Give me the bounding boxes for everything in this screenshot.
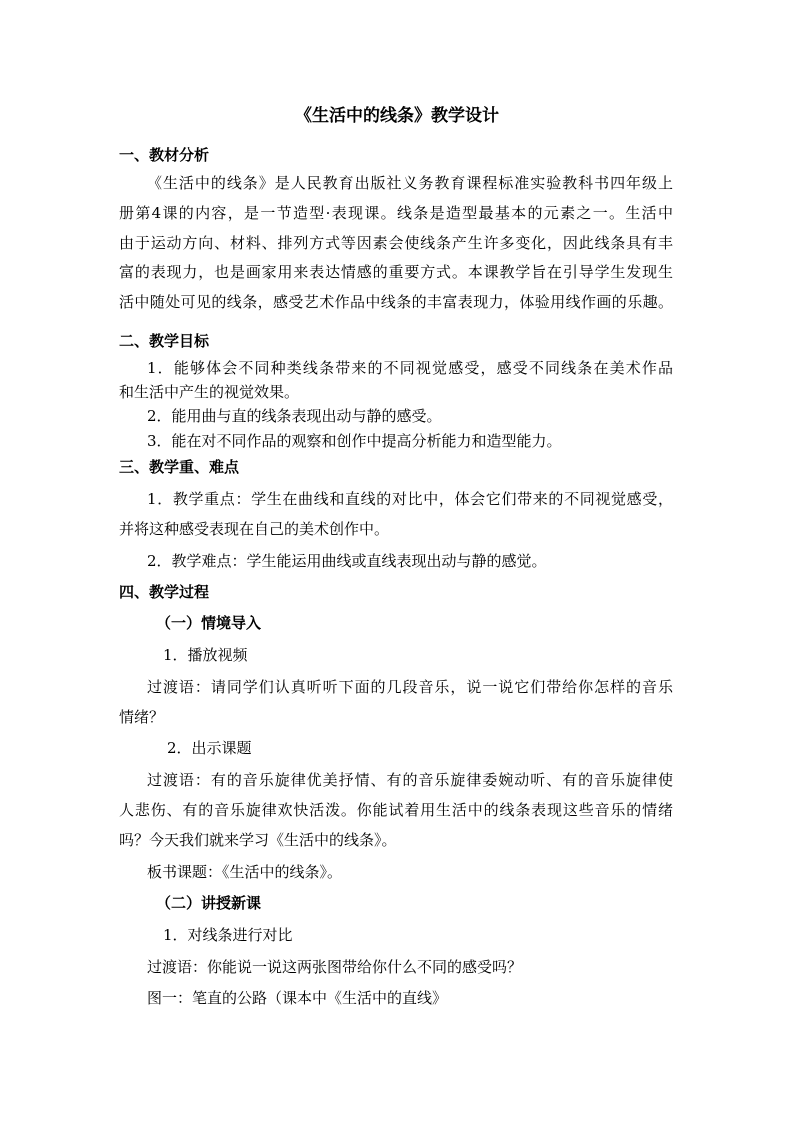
goal-line: 1．能够体会不同种类线条带来的不同视觉感受，感受不同线条在美术作品 xyxy=(147,359,673,377)
keypoint-line: 1．教学重点：学生在曲线和直线的对比中，体会它们带来的不同视觉感受， xyxy=(147,490,673,508)
goal-line: 3．能在对不同作品的观察和创作中提高分析能力和造型能力。 xyxy=(147,432,562,450)
goal-line: 和生活中产生的视觉效果。 xyxy=(119,383,300,401)
section-heading-2: 二、教学目标 xyxy=(119,332,210,350)
section-heading-3: 三、教学重、难点 xyxy=(119,458,240,476)
board-title-line: 板书课题：《生活中的线条》。 xyxy=(147,863,343,881)
subsection-heading-2: （二）讲授新课 xyxy=(156,894,262,912)
paragraph-line: 由于运动方向、材料、排列方式等因素会使线条产生许多变化，因此线条具有丰 xyxy=(119,234,673,252)
transition-line: 吗？今天我们就来学习《生活中的线条》。 xyxy=(119,831,397,849)
figure-caption-line: 图一：笔直的公路（课本中《生活中的直线》 xyxy=(147,989,448,1007)
goal-line: 2．能用曲与直的线条表现出动与静的感受。 xyxy=(147,407,442,425)
step-line: 2．出示课题 xyxy=(167,739,252,757)
document-title: 《生活中的线条》教学设计 xyxy=(295,106,499,126)
subsection-heading-1: （一）情境导入 xyxy=(156,614,262,632)
section-heading-4: 四、教学过程 xyxy=(119,583,210,601)
step-line: 1．对线条进行对比 xyxy=(163,926,293,944)
paragraph-line: 活中随处可见的线条，感受艺术作品中线条的丰富表现力，体验用线作画的乐趣。 xyxy=(119,293,673,311)
keypoint-line: 2．教学难点：学生能运用曲线或直线表现出动与静的感觉。 xyxy=(147,552,547,570)
transition-line: 人悲伤、有的音乐旋律欢快活泼。你能试着用生活中的线条表现这些音乐的情绪 xyxy=(119,801,673,819)
transition-line: 过渡语：请同学们认真听听下面的几段音乐，说一说它们带给你怎样的音乐 xyxy=(147,678,673,696)
paragraph-line: 册第4课的内容，是一节造型·表现课。线条是造型最基本的元素之一。生活中 xyxy=(119,204,673,222)
transition-line: 情绪？ xyxy=(119,708,165,726)
section-heading-1: 一、教材分析 xyxy=(119,146,210,164)
transition-line: 过渡语：你能说一说这两张图带给你什么不同的感受吗？ xyxy=(147,958,523,976)
keypoint-line: 并将这种感受表现在自己的美术创作中。 xyxy=(119,520,390,538)
paragraph-line: 《生活中的线条》是人民教育出版社义务教育课程标准实验教科书四年级上 xyxy=(147,174,673,192)
step-line: 1．播放视频 xyxy=(163,646,248,664)
paragraph-line: 富的表现力，也是画家用来表达情感的重要方式。本课教学旨在引导学生发现生 xyxy=(119,263,673,281)
transition-line: 过渡语：有的音乐旋律优美抒情、有的音乐旋律委婉动听、有的音乐旋律使 xyxy=(147,771,673,789)
